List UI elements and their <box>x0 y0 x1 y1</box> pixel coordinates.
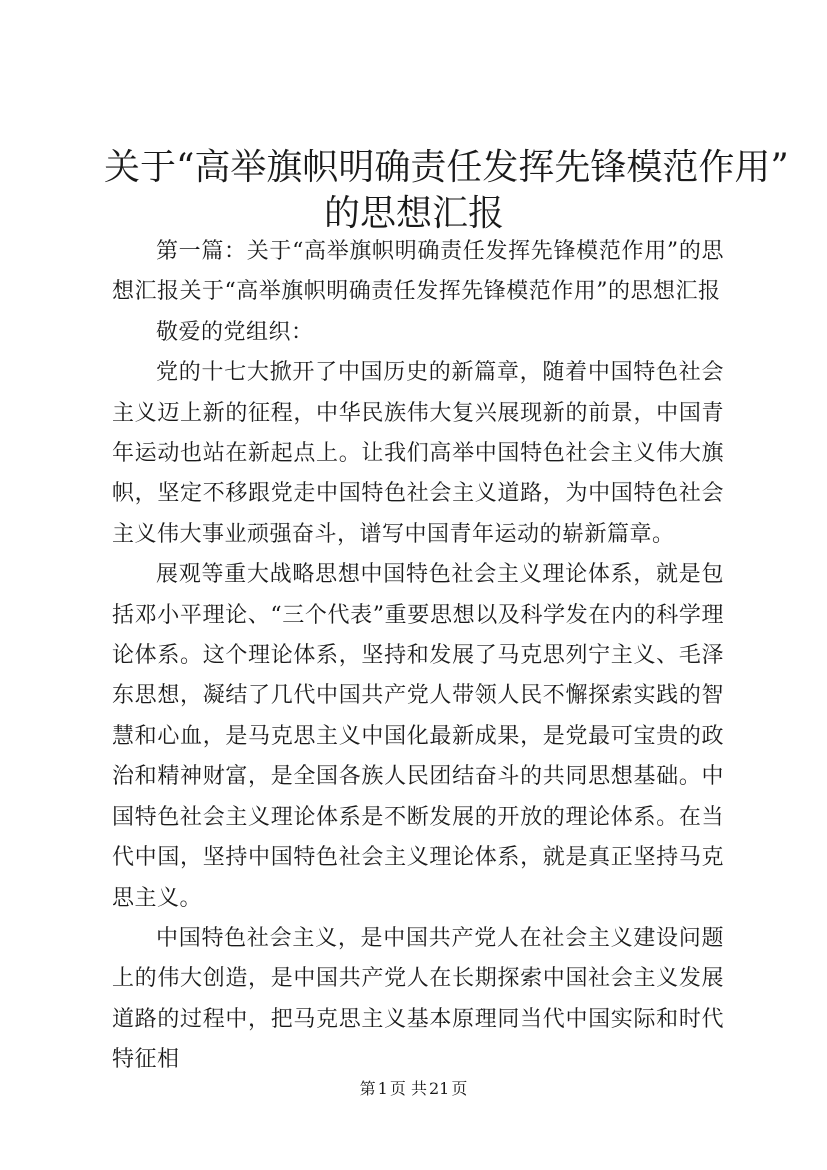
paragraph-heading: 第一篇：关于“高举旗帜明确责任发挥先锋模范作用”的思想汇报关于“高举旗帜明确责任发挥先锋模范作用”的思想汇报 <box>112 239 724 305</box>
footer-prefix: 第 <box>359 1079 376 1098</box>
document-body <box>112 232 724 1081</box>
paragraph-1: 党的十七大掀开了中国历史的新篇章，随着中国特色社会主义迈上新的征程，中华民族伟大复兴展现新的前景，中国青年运动也站在新起点上。让我们高举中国特色社会主义伟大旗帜，坚定不移跟党走中国特色社会主义道路，为中国特色社会主义伟大事业顽强奋斗，谱写中国青年运动的崭新篇章。 <box>112 360 724 547</box>
paragraph-salutation: 敬爱的党组织： <box>156 319 314 345</box>
document-title-line2: 的思想汇报 <box>323 193 504 234</box>
paragraph-2: 展观等重大战略思想中国特色社会主义理论体系，就是包括邓小平理论、“三个代表”重要思想以及科学发在内的科学理论体系。这个理论体系，坚持和发展了马克思列宁主义、毛泽东思想，凝结了几代中国共产党人带领人民不懈探索实践的智慧和心血，是马克思主义中国化最新成果，是党最可宝贵的政治和精神财富，是全国各族人民团结奋斗的共同思想基础。中国特色社会主义理论体系是不断发展的开放的理论体系。在当代中国，坚持中国特色社会主义理论体系，就是真正坚持马克思主义。 <box>112 562 724 911</box>
paragraph-3: 中国特色社会主义，是中国共产党人在社会主义建设问题上的伟大创造，是中国共产党人在长期探索中国社会主义发展道路的过程中，把马克思主义基本原理同当代中国实际和时代特征相 <box>112 925 724 1073</box>
footer-page-number: 1 <box>377 1079 388 1098</box>
footer-suffix: 页 <box>451 1079 468 1098</box>
footer-page-total: 21 <box>428 1079 450 1098</box>
footer-mid: 页 共 <box>389 1079 427 1098</box>
document-title-line1: 关于“高举旗帜明确责任发挥先锋模范作用” <box>104 147 789 188</box>
page-footer <box>0 1078 827 1100</box>
